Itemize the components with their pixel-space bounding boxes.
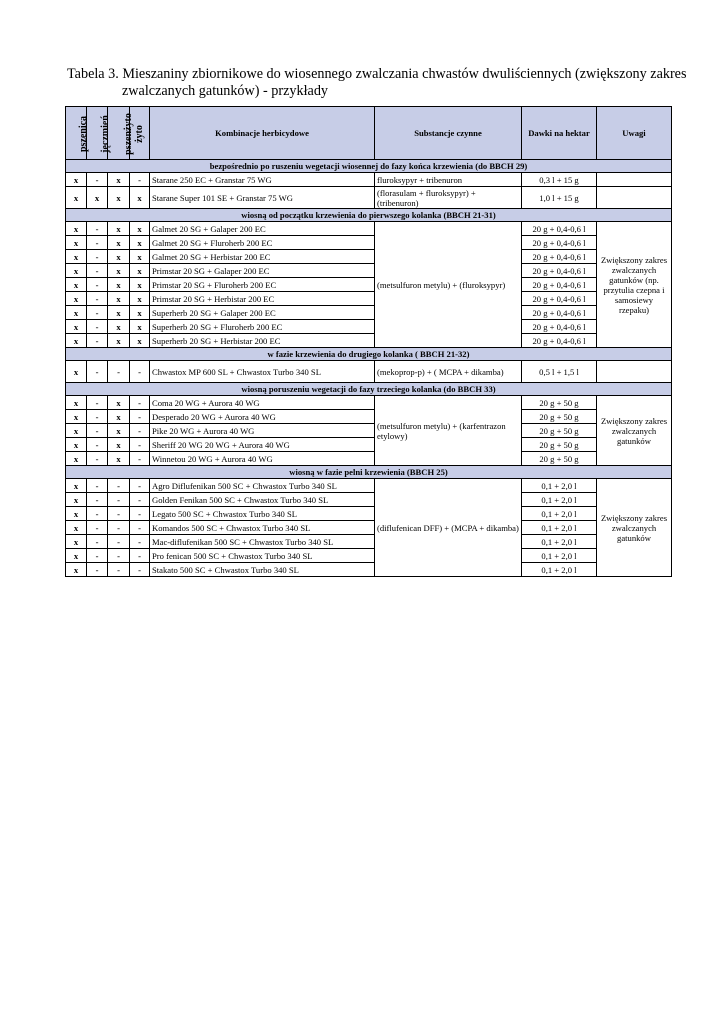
crop-pszenica-mark: x — [66, 278, 87, 292]
crop-pszenica-mark: x — [66, 438, 87, 452]
table-row — [66, 320, 672, 334]
crop-jeczmien-mark: x — [87, 187, 108, 209]
notes-cell — [597, 361, 672, 383]
table-row — [66, 173, 672, 187]
crop-pszenzyto-mark: x — [108, 396, 130, 410]
crop-jeczmien-mark: - — [87, 479, 108, 493]
substance-cell: (metsulfuron metylu) + (fluroksypyr) — [375, 222, 522, 348]
section-header-row — [66, 466, 672, 479]
crop-pszenica-mark: x — [66, 521, 87, 535]
substance-cell: fluroksypyr + tribenuron — [375, 173, 522, 187]
table-row — [66, 521, 672, 535]
table-row — [66, 222, 672, 236]
crop-zyto-mark: x — [130, 264, 150, 278]
combination-cell: Desperado 20 WG + Aurora 40 WG — [150, 410, 375, 424]
crop-pszenica-mark: x — [66, 507, 87, 521]
crop-jeczmien-mark: - — [87, 361, 108, 383]
table-row — [66, 278, 672, 292]
crop-zyto-mark: x — [130, 278, 150, 292]
table-body — [66, 160, 672, 577]
crop-pszenica-mark: x — [66, 222, 87, 236]
crop-jeczmien-mark: - — [87, 424, 108, 438]
crop-pszenica-mark: x — [66, 264, 87, 278]
combination-cell: Primstar 20 SG + Galaper 200 EC — [150, 264, 375, 278]
crop-zyto-mark: - — [130, 410, 150, 424]
crop-pszenzyto-mark: x — [108, 236, 130, 250]
crop-jeczmien-mark: - — [87, 438, 108, 452]
crop-jeczmien-mark: - — [87, 250, 108, 264]
combination-cell: Golden Fenikan 500 SC + Chwastox Turbo 340 SL — [150, 493, 375, 507]
dose-cell: 0,1 + 2,0 l — [522, 493, 597, 507]
combination-cell: Superherb 20 SG + Galaper 200 EC — [150, 306, 375, 320]
crop-zyto-mark: - — [130, 549, 150, 563]
combination-cell: Komandos 500 SC + Chwastox Turbo 340 SL — [150, 521, 375, 535]
crop-jeczmien-mark: - — [87, 410, 108, 424]
crop-zyto-mark: x — [130, 236, 150, 250]
crop-zyto-mark: - — [130, 521, 150, 535]
combination-cell: Stakato 500 SC + Chwastox Turbo 340 SL — [150, 563, 375, 577]
table-row — [66, 187, 672, 209]
crop-jeczmien-mark: - — [87, 278, 108, 292]
crop-pszenzyto-mark: - — [108, 479, 130, 493]
dose-cell: 20 g + 0,4-0,6 l — [522, 292, 597, 306]
section-header-row — [66, 383, 672, 396]
combination-cell: Winnetou 20 WG + Aurora 40 WG — [150, 452, 375, 466]
table-row — [66, 361, 672, 383]
crop-zyto-mark: x — [130, 187, 150, 209]
crop-zyto-mark: - — [130, 438, 150, 452]
substance-cell: (mekoprop-p) + ( MCPA + dikamba) — [375, 361, 522, 383]
combination-cell: Pro fenican 500 SC + Chwastox Turbo 340 SL — [150, 549, 375, 563]
header-doses: Dawki na hektar — [522, 107, 597, 160]
header-pszenzyto: pszenżyto — [108, 107, 130, 160]
section-header-row — [66, 348, 672, 361]
dose-cell: 20 g + 0,4-0,6 l — [522, 306, 597, 320]
combination-cell: Galmet 20 SG + Galaper 200 EC — [150, 222, 375, 236]
crop-zyto-mark: - — [130, 493, 150, 507]
herbicide-table — [65, 106, 672, 577]
table-header-row — [66, 107, 672, 160]
dose-cell: 1,0 l + 15 g — [522, 187, 597, 209]
table-row — [66, 292, 672, 306]
table-row — [66, 479, 672, 493]
section-header-row — [66, 160, 672, 173]
table-row — [66, 563, 672, 577]
combination-cell: Mac-diflufenikan 500 SC + Chwastox Turbo 340 SL — [150, 535, 375, 549]
table-row — [66, 410, 672, 424]
crop-pszenzyto-mark: x — [108, 320, 130, 334]
crop-jeczmien-mark: - — [87, 264, 108, 278]
crop-pszenzyto-mark: x — [108, 334, 130, 348]
crop-pszenzyto-mark: x — [108, 410, 130, 424]
caption-line-1: Tabela 3. Mieszaniny zbiornikowe do wiosennego zwalczania chwastów dwuliściennych (zwiększony zakres — [67, 66, 687, 82]
dose-cell: 20 g + 0,4-0,6 l — [522, 236, 597, 250]
crop-pszenzyto-mark: x — [108, 173, 130, 187]
combination-cell: Chwastox MP 600 SL + Chwastox Turbo 340 SL — [150, 361, 375, 383]
combination-cell: Primstar 20 SG + Herbistar 200 EC — [150, 292, 375, 306]
crop-zyto-mark: - — [130, 396, 150, 410]
substance-cell: (florasulam + fluroksypyr) + (tribenuron) — [375, 187, 522, 209]
combination-cell: Legato 500 SC + Chwastox Turbo 340 SL — [150, 507, 375, 521]
section-title: wiosną w fazie pelni krzewienia (BBCH 25) — [66, 466, 672, 479]
crop-pszenzyto-mark: x — [108, 452, 130, 466]
section-header-row — [66, 209, 672, 222]
header-jeczmien: jęczmień — [87, 107, 108, 160]
crop-zyto-mark: - — [130, 535, 150, 549]
crop-jeczmien-mark: - — [87, 493, 108, 507]
crop-zyto-mark: x — [130, 320, 150, 334]
crop-zyto-mark: - — [130, 173, 150, 187]
header-combinations: Kombinacje herbicydowe — [150, 107, 375, 160]
dose-cell: 20 g + 0,4-0,6 l — [522, 320, 597, 334]
combination-cell: Superherb 20 SG + Fluroherb 200 EC — [150, 320, 375, 334]
crop-zyto-mark: x — [130, 250, 150, 264]
crop-pszenzyto-mark: x — [108, 222, 130, 236]
table-row — [66, 424, 672, 438]
crop-jeczmien-mark: - — [87, 222, 108, 236]
header-substances: Substancje czynne — [375, 107, 522, 160]
dose-cell: 20 g + 0,4-0,6 l — [522, 250, 597, 264]
table-row — [66, 493, 672, 507]
dose-cell: 0,1 + 2,0 l — [522, 549, 597, 563]
substance-cell: (diflufenican DFF) + (MCPA + dikamba) — [375, 479, 522, 577]
crop-pszenica-mark: x — [66, 320, 87, 334]
crop-pszenzyto-mark: x — [108, 424, 130, 438]
crop-pszenica-mark: x — [66, 187, 87, 209]
crop-jeczmien-mark: - — [87, 452, 108, 466]
dose-cell: 0,1 + 2,0 l — [522, 535, 597, 549]
table-row — [66, 334, 672, 348]
crop-pszenzyto-mark: x — [108, 292, 130, 306]
dose-cell: 20 g + 0,4-0,6 l — [522, 278, 597, 292]
table-row — [66, 507, 672, 521]
crop-zyto-mark: - — [130, 452, 150, 466]
notes-cell: Zwiększony zakres zwalczanych gatunków — [597, 479, 672, 577]
crop-pszenzyto-mark: x — [108, 250, 130, 264]
dose-cell: 20 g + 50 g — [522, 438, 597, 452]
crop-pszenica-mark: x — [66, 452, 87, 466]
crop-pszenzyto-mark: - — [108, 493, 130, 507]
crop-zyto-mark: x — [130, 222, 150, 236]
table-row — [66, 396, 672, 410]
crop-zyto-mark: - — [130, 507, 150, 521]
table-row — [66, 535, 672, 549]
crop-pszenica-mark: x — [66, 493, 87, 507]
crop-pszenica-mark: x — [66, 334, 87, 348]
caption-line-2: zwalczanych gatunków) - przykłady — [122, 83, 329, 99]
crop-pszenzyto-mark: - — [108, 521, 130, 535]
table-caption — [67, 66, 687, 100]
combination-cell: Pike 20 WG + Aurora 40 WG — [150, 424, 375, 438]
combination-cell: Primstar 20 SG + Fluroherb 200 EC — [150, 278, 375, 292]
dose-cell: 20 g + 50 g — [522, 410, 597, 424]
crop-pszenica-mark: x — [66, 361, 87, 383]
crop-pszenica-mark: x — [66, 292, 87, 306]
notes-cell: Zwiększony zakres zwalczanych gatunków (np. przytulia czepna i samosiewy rzepaku) — [597, 222, 672, 348]
crop-zyto-mark: - — [130, 479, 150, 493]
crop-pszenzyto-mark: - — [108, 535, 130, 549]
table-row — [66, 264, 672, 278]
dose-cell: 0,3 l + 15 g — [522, 173, 597, 187]
crop-pszenzyto-mark: x — [108, 438, 130, 452]
crop-zyto-mark: x — [130, 306, 150, 320]
crop-pszenzyto-mark: - — [108, 507, 130, 521]
notes-cell — [597, 173, 672, 187]
crop-jeczmien-mark: - — [87, 306, 108, 320]
crop-jeczmien-mark: - — [87, 563, 108, 577]
table-row — [66, 549, 672, 563]
crop-pszenica-mark: x — [66, 173, 87, 187]
crop-pszenica-mark: x — [66, 424, 87, 438]
header-notes: Uwagi — [597, 107, 672, 160]
table-row — [66, 306, 672, 320]
substance-cell: (metsulfuron metylu) + (karfentrazon etylowy) — [375, 396, 522, 466]
crop-jeczmien-mark: - — [87, 320, 108, 334]
crop-pszenzyto-mark: - — [108, 549, 130, 563]
dose-cell: 20 g + 50 g — [522, 396, 597, 410]
dose-cell: 0,1 + 2,0 l — [522, 507, 597, 521]
table-row — [66, 250, 672, 264]
table-row — [66, 438, 672, 452]
crop-zyto-mark: - — [130, 424, 150, 438]
combination-cell: Sheriff 20 WG 20 WG + Aurora 40 WG — [150, 438, 375, 452]
combination-cell: Starane Super 101 SE + Granstar 75 WG — [150, 187, 375, 209]
crop-zyto-mark: - — [130, 361, 150, 383]
section-title: wiosną poruszeniu wegetacji do fazy trzeciego kolanka (do BBCH 33) — [66, 383, 672, 396]
crop-pszenzyto-mark: x — [108, 187, 130, 209]
section-title: wiosną od początku krzewienia do pierwszego kolanka (BBCH 21-31) — [66, 209, 672, 222]
header-pszenica: pszenica — [66, 107, 87, 160]
combination-cell: Starane 250 EC + Granstar 75 WG — [150, 173, 375, 187]
dose-cell: 0,1 + 2,0 l — [522, 479, 597, 493]
dose-cell: 0,1 + 2,0 l — [522, 563, 597, 577]
crop-pszenica-mark: x — [66, 410, 87, 424]
dose-cell: 20 g + 0,4-0,6 l — [522, 334, 597, 348]
crop-pszenica-mark: x — [66, 563, 87, 577]
notes-cell — [597, 187, 672, 209]
combination-cell: Coma 20 WG + Aurora 40 WG — [150, 396, 375, 410]
table-row — [66, 452, 672, 466]
crop-pszenica-mark: x — [66, 236, 87, 250]
crop-jeczmien-mark: - — [87, 173, 108, 187]
crop-jeczmien-mark: - — [87, 549, 108, 563]
crop-zyto-mark: x — [130, 334, 150, 348]
dose-cell: 20 g + 50 g — [522, 424, 597, 438]
dose-cell: 0,1 + 2,0 l — [522, 521, 597, 535]
dose-cell: 0,5 l + 1,5 l — [522, 361, 597, 383]
dose-cell: 20 g + 0,4-0,6 l — [522, 264, 597, 278]
table-row — [66, 236, 672, 250]
crop-pszenica-mark: x — [66, 479, 87, 493]
crop-pszenica-mark: x — [66, 535, 87, 549]
crop-pszenzyto-mark: x — [108, 306, 130, 320]
crop-pszenica-mark: x — [66, 396, 87, 410]
dose-cell: 20 g + 0,4-0,6 l — [522, 222, 597, 236]
crop-zyto-mark: x — [130, 292, 150, 306]
combination-cell: Galmet 20 SG + Fluroherb 200 EC — [150, 236, 375, 250]
crop-jeczmien-mark: - — [87, 535, 108, 549]
crop-pszenzyto-mark: - — [108, 361, 130, 383]
crop-jeczmien-mark: - — [87, 292, 108, 306]
crop-zyto-mark: - — [130, 563, 150, 577]
section-title: w fazie krzewienia do drugiego kolanka ( BBCH 21-32) — [66, 348, 672, 361]
crop-jeczmien-mark: - — [87, 236, 108, 250]
crop-jeczmien-mark: - — [87, 334, 108, 348]
crop-pszenzyto-mark: x — [108, 264, 130, 278]
dose-cell: 20 g + 50 g — [522, 452, 597, 466]
crop-pszenica-mark: x — [66, 549, 87, 563]
crop-jeczmien-mark: - — [87, 396, 108, 410]
crop-pszenica-mark: x — [66, 306, 87, 320]
combination-cell: Agro Diflufenikan 500 SC + Chwastox Turbo 340 SL — [150, 479, 375, 493]
crop-jeczmien-mark: - — [87, 521, 108, 535]
combination-cell: Galmet 20 SG + Herbistar 200 EC — [150, 250, 375, 264]
crop-jeczmien-mark: - — [87, 507, 108, 521]
combination-cell: Superherb 20 SG + Herbistar 200 EC — [150, 334, 375, 348]
crop-pszenica-mark: x — [66, 250, 87, 264]
notes-cell: Zwiększony zakres zwalczanych gatunków — [597, 396, 672, 466]
crop-pszenzyto-mark: x — [108, 278, 130, 292]
section-title: bezpośrednio po ruszeniu wegetacji wiosennej do fazy końca krzewienia (do BBCH 29) — [66, 160, 672, 173]
header-zyto: żyto — [130, 107, 150, 160]
crop-pszenzyto-mark: - — [108, 563, 130, 577]
